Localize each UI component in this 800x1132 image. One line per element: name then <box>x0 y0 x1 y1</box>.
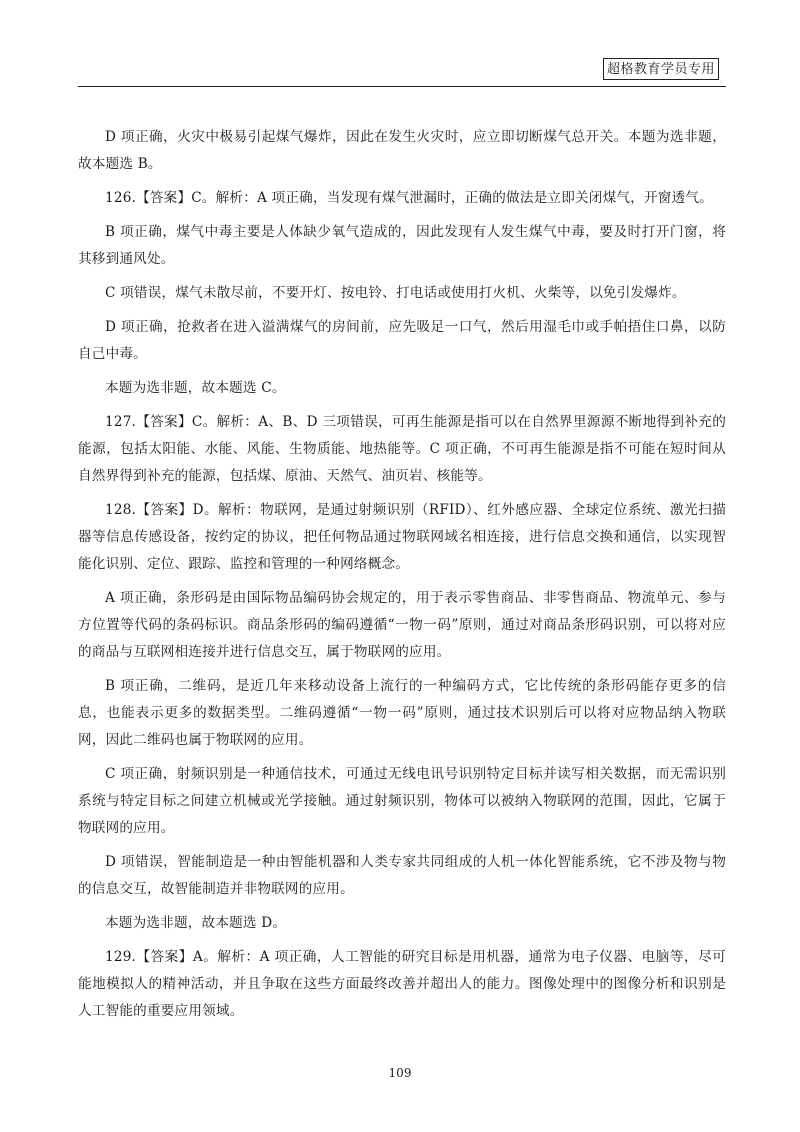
paragraph: B 项正确，二维码，是近几年来移动设备上流行的一种编码方式，它比传统的条形码能存更多的信息，也能表示更多的数据类型。二维码遵循“一物一码”原则，通过技术识别后可以将对应物品纳入物联网，因此二维码也属于物联网的应用。 <box>78 678 726 748</box>
page-number: 109 <box>388 1066 412 1080</box>
paragraph: A 项正确，条形码是由国际物品编码协会规定的，用于表示零售商品、非零售商品、物流单元、参与方位置等代码的条码标识。商品条形码的编码遵循“一物一码”原则，通过对商品条形码识别，可以将对应的商品与互联网相连接并进行信息交互，属于物联网的应用。 <box>78 590 726 660</box>
paragraph: 127.【答案】C。解析：A、B、D 三项错误，可再生能源是指可以在自然界里源源不断地得到补充的能源，包括太阳能、水能、风能、生物质能、地热能等。C 项正确，不可再生能源是指不可能在短时间从自然界得到补充的能源，包括煤、原油、天然气、油页岩、核能等。 <box>78 414 726 484</box>
paragraph: B 项正确，煤气中毒主要是人体缺少氧气造成的，因此发现有人发生煤气中毒，要及时打开门窗，将其移到通风处。 <box>78 224 726 267</box>
paragraph: 128.【答案】D。解析：物联网，是通过射频识别（RFID）、红外感应器、全球定位系统、激光扫描器等信息传感设备，按约定的协议，把任何物品通过物联网域名相连接，进行信息交换和通信，以实现智能化识别、定位、跟踪、监控和管理的一种网络概念。 <box>78 502 726 572</box>
paragraph: D 项正确，抢救者在进入溢满煤气的房间前，应先吸足一口气，然后用湿毛巾或手帕捂住口鼻，以防自己中毒。 <box>78 319 726 362</box>
paragraph: 129.【答案】A。解析：A 项正确，人工智能的研究目标是用机器，通常为电子仪器、电脑等，尽可能地模拟人的精神活动，并且争取在这些方面最终改善并超出人的能力。图像处理中的图像分析和识别是人工智能的重要应用领域。 <box>78 949 726 1019</box>
header-badge: 超格教育学员专用 <box>603 58 719 80</box>
paragraph: 126.【答案】C。解析：A 项正确，当发现有煤气泄漏时，正确的做法是立即关闭煤气，开窗透气。 <box>105 190 713 206</box>
paragraph: C 项正确，射频识别是一种通信技术，可通过无线电讯号识别特定目标并读写相关数据，而无需识别系统与特定目标之间建立机械或光学接触。通过射频识别，物体可以被纳入物联网的范围，因此，它属于物联网的应用。 <box>78 766 726 836</box>
paragraph: D 项正确，火灾中极易引起煤气爆炸，因此在发生火灾时，应立即切断煤气总开关。本题为选非题，故本题选 B。 <box>78 129 726 172</box>
header-rule <box>78 86 726 87</box>
paragraph: 本题为选非题，故本题选 C。 <box>105 380 286 396</box>
document-body <box>78 124 726 1032</box>
paragraph: D 项错误，智能制造是一种由智能机器和人类专家共同组成的人机一体化智能系统，它不涉及物与物的信息交互，故智能制造并非物联网的应用。 <box>78 854 726 897</box>
paragraph: C 项错误，煤气未散尽前，不要开灯、按电铃、打电话或使用打火机、火柴等，以免引发爆炸。 <box>105 285 686 301</box>
paragraph: 本题为选非题，故本题选 D。 <box>105 915 287 931</box>
